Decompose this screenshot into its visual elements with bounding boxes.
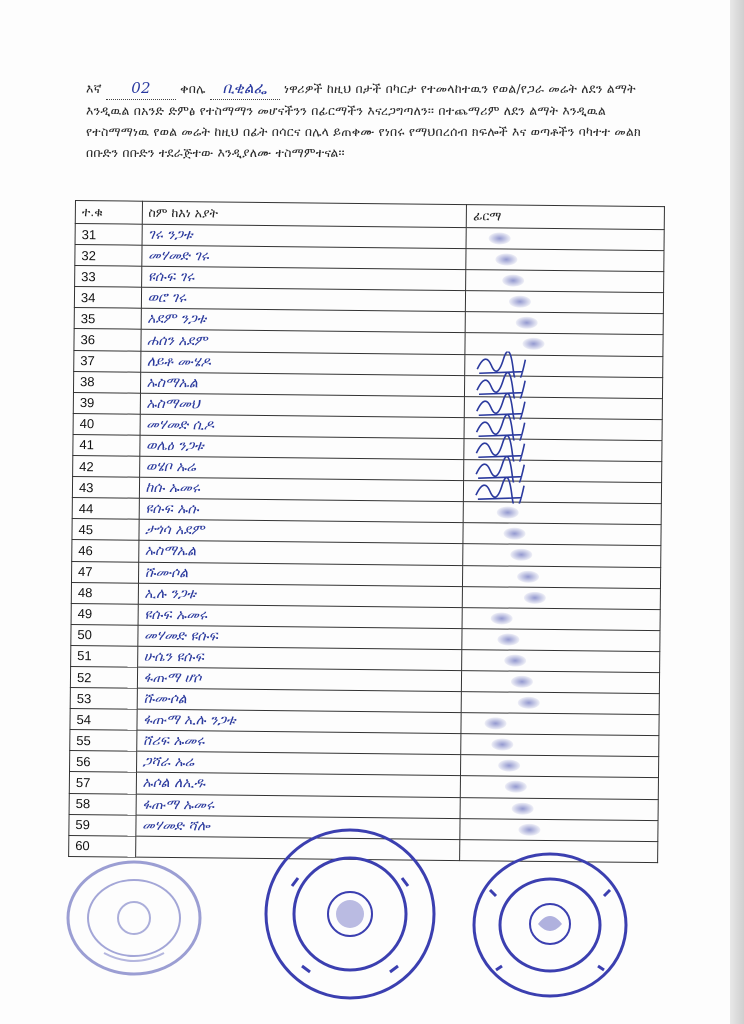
intro-text-3: ነዋሪዎች ከዚህ በታች በካርታ የተመላከተዉን የወል/የጋራ መሬት ለደን ልማት እንዲዉል በአንድ ድምፅ የተስማማን መሆናችንን በፊርማችን እናረጋግጣለን፡፡ በተጨማሪም ለደን ልማት እንዲዉል የተስማማነዉ የወል መሬት ከዚህ በፊት በሳርና በሌላ ይጠቀሙ የነበሩ የማህበረሰብ ክፍሎች እና ወጣቶችን ባካተተ መልክ በቡድን በቡድን ተደራጅተው እንዲያለሙ ተስማምተናል፡፡ [86,81,642,160]
row-signature [461,713,659,736]
row-number: 43 [72,477,139,499]
stamp-center [262,826,438,1002]
row-name: መሃመድ ሲዶ [140,414,465,438]
row-name: ገሩ ንጋቱ [142,224,467,248]
row-signature [461,734,659,757]
row-signature [463,523,661,546]
stamp-left [64,858,204,978]
row-number: 33 [75,266,142,288]
row-name: ፋጡማ ኡመሩ [136,794,461,818]
row-name: ጋሻራ ኡሬ [136,752,461,776]
stamp-right [470,850,630,1000]
row-number: 37 [74,350,141,372]
row-name: ኡስማኤል [140,372,465,396]
thumbprint-icon [524,591,546,603]
thumbprint-icon [516,317,538,329]
row-signature [463,586,661,609]
thumbprint-icon [496,254,518,266]
row-name: መሃመድ ገሩ [141,245,466,269]
row-signature [460,818,658,841]
row-name: ለይቶ ሙሄዶ [140,351,465,375]
row-name: ሁሴን ዩሱፍ [137,646,462,670]
row-signature [463,544,661,567]
row-number: 46 [72,540,139,562]
row-number: 51 [71,645,138,667]
row-signature [465,312,663,335]
row-number: 52 [70,666,137,688]
row-name: ኡስማኤል [138,541,463,565]
thumbprint-icon [491,612,513,624]
header-name: ስም ከእነ አያት [142,201,467,227]
intro-text-2: ቀበሌ [180,81,206,96]
row-signature [462,649,660,672]
row-signature [466,270,664,293]
kebele-name-field [210,78,280,100]
row-signature [466,228,664,251]
row-signature [461,776,659,799]
thumbprint-icon [489,232,511,244]
signature-scribble-icon [472,477,532,504]
row-name: መሃመድ ሻሎ [135,815,460,839]
thumbprint-icon [517,570,539,582]
row-number: 50 [71,624,138,646]
row-number: 59 [69,814,136,836]
thumbprint-icon [511,676,533,688]
row-signature [466,291,664,314]
row-number: 44 [72,498,139,520]
kebele-number: 02 [131,79,151,97]
row-number: 42 [73,456,140,478]
row-name: ወሄቦ ኡሬ [139,456,464,480]
row-number: 35 [74,308,141,330]
signature-table [68,200,665,863]
thumbprint-icon [509,296,531,308]
row-number: 41 [73,434,140,456]
kebele-number-field [106,78,176,100]
row-number: 32 [75,245,142,267]
page-edge [730,0,744,1024]
row-name: ኡሶል ለኢዱ [136,773,461,797]
row-number: 57 [69,772,136,794]
intro-paragraph [86,78,646,163]
thumbprint-icon [504,528,526,540]
row-name: ዩሱፍ ገሩ [141,266,466,290]
row-number: 36 [74,329,141,351]
thumbprint-icon [504,654,526,666]
row-name: ወሌዕ ንጋቱ [139,435,464,459]
row-signature [462,607,660,630]
row-name: ኢሉ ንጋቱ [138,583,463,607]
thumbprint-icon [512,802,534,814]
row-signature [464,481,662,504]
row-name: ወሮ ገሩ [141,287,466,311]
thumbprint-icon [519,823,541,835]
row-number: 38 [73,371,140,393]
row-signature [461,755,659,778]
row-name: መሃመድ ዩሱፍ [137,625,462,649]
header-no: ተ.ቁ [75,201,142,225]
row-number: 58 [69,793,136,815]
row-name: ከሱ ኡመሩ [139,477,464,501]
row-signature [462,671,660,694]
row-name: ፋጡማ ሆሶ [137,667,462,691]
row-number: 53 [70,688,137,710]
row-number: 34 [74,287,141,309]
row-name: ሹሙሶል [138,562,463,586]
row-signature [463,565,661,588]
row-signature [463,502,661,525]
row-signature [462,628,660,651]
row-number: 49 [71,603,138,625]
row-number: 48 [71,582,138,604]
row-number: 47 [71,561,138,583]
thumbprint-icon [523,338,545,350]
row-number: 31 [75,224,142,246]
row-signature [466,249,664,272]
intro-text-1: እኛ [86,81,102,96]
thumbprint-icon [485,717,507,729]
row-number: 40 [73,413,140,435]
thumbprint-icon [518,697,540,709]
thumbprint-icon [498,760,520,772]
row-number: 54 [70,709,137,731]
row-name: ኡስማመህ [140,393,465,417]
row-name: ዩሱፍ ኡመሩ [138,604,463,628]
row-number: 39 [73,392,140,414]
kebele-name: ቢቂልፌ [222,79,267,97]
thumbprint-icon [502,275,524,287]
row-name: ታጎሳ አደም [139,519,464,543]
row-name: ፋጡማ ኢሉ ንጋቱ [137,709,462,733]
row-signature [460,797,658,820]
row-number: 56 [70,751,137,773]
row-number: 60 [69,835,136,857]
thumbprint-icon [511,549,533,561]
row-name: ዩሱፍ ኡሱ [139,498,464,522]
row-name: ሹሙሶል [137,688,462,712]
row-name: ሐሰን አደም [141,330,466,354]
row-signature [461,692,659,715]
thumbprint-icon [497,507,519,519]
stamp-center-graphic [262,826,438,1002]
row-number: 55 [70,730,137,752]
row-name: ሸሪፍ ኡመሩ [136,730,461,754]
row-number: 45 [72,519,139,541]
thumbprint-icon [505,781,527,793]
thumbprint-icon [492,739,514,751]
thumbprint-icon [498,633,520,645]
header-signature: ፊርማ [467,205,665,230]
row-name: አደም ንጋቱ [141,309,466,333]
stamp-left-graphic [64,858,204,978]
stamp-right-graphic [470,850,630,1000]
